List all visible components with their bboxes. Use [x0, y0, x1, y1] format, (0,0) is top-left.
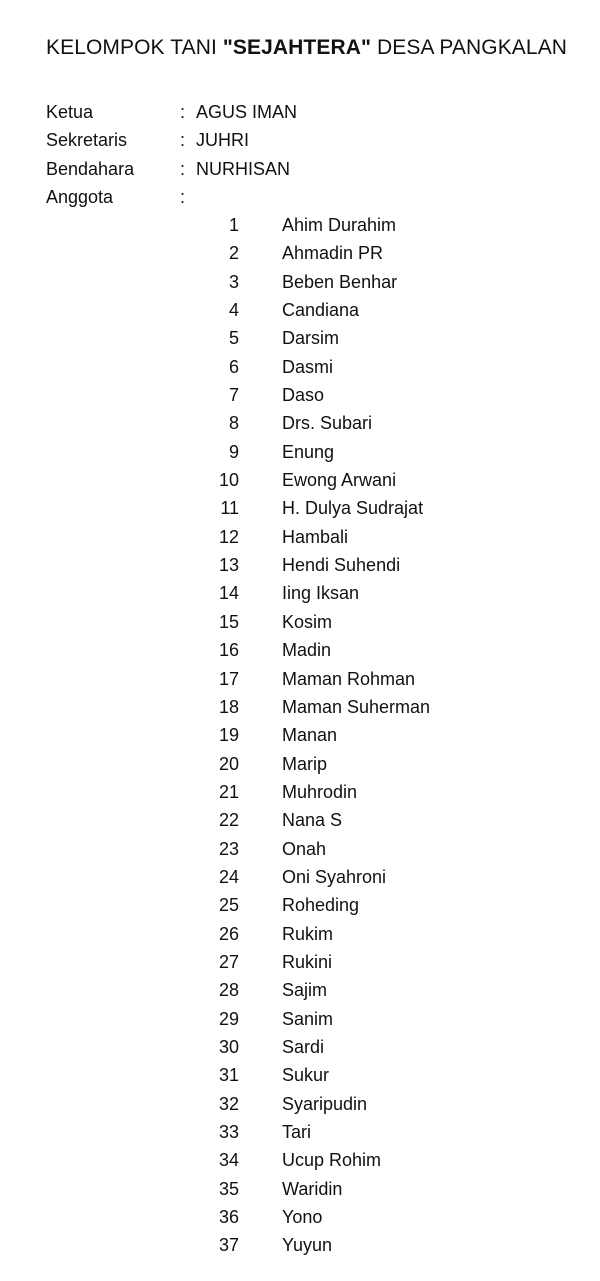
member-name: Rukini: [282, 951, 333, 972]
list-item: [0, 381, 600, 409]
list-item: [0, 296, 600, 324]
member-name: Onah: [282, 838, 327, 859]
list-item: [0, 636, 600, 664]
member-name: Beben Benhar: [282, 271, 398, 292]
member-name: Syaripudin: [282, 1093, 368, 1114]
member-name: Candiana: [282, 300, 360, 321]
list-item: [0, 665, 600, 693]
member-name: Enung: [282, 441, 335, 462]
list-item: [0, 409, 600, 437]
list-item: [0, 891, 600, 919]
member-number: 24: [218, 866, 239, 887]
member-number: 10: [218, 470, 239, 491]
list-item: [0, 466, 600, 494]
member-number: 29: [218, 1008, 239, 1029]
member-number: 27: [218, 951, 239, 972]
member-number: 26: [218, 923, 239, 944]
list-item: [0, 750, 600, 778]
page-title: [46, 36, 567, 60]
list-item: [0, 1175, 600, 1203]
member-name: Marip: [282, 753, 328, 774]
member-number: 4: [228, 300, 239, 321]
member-name: Ewong Arwani: [282, 470, 397, 491]
member-number: 12: [218, 526, 239, 547]
list-item: [0, 324, 600, 352]
member-number: 1: [228, 215, 239, 235]
member-number: 3: [228, 271, 239, 292]
title-prefix: KELOMPOK TANI: [46, 36, 223, 59]
list-item: [0, 1090, 600, 1118]
list-item: [0, 778, 600, 806]
member-name: Tari: [282, 1122, 312, 1142]
member-number: 19: [218, 725, 239, 746]
list-item: [0, 438, 600, 466]
member-number: 18: [218, 696, 239, 717]
list-item: [0, 1033, 600, 1061]
member-number: 21: [218, 781, 239, 802]
member-number: 37: [218, 1235, 239, 1256]
member-number: 23: [218, 838, 239, 859]
member-name: Hendi Suhendi: [282, 555, 401, 576]
member-number: 6: [228, 356, 239, 377]
member-name: Madin: [282, 640, 332, 661]
list-item: [0, 721, 600, 749]
officer-name: JUHRI: [196, 130, 249, 151]
officer-role: Sekretaris: [46, 130, 128, 151]
list-item: [0, 353, 600, 381]
member-number: 35: [218, 1178, 239, 1199]
member-number: 20: [218, 753, 239, 774]
officer-role: Bendahara: [46, 158, 135, 179]
member-number: 8: [228, 413, 239, 434]
member-number: 5: [228, 328, 239, 349]
list-item: [0, 239, 600, 267]
member-name: Sanim: [282, 1008, 334, 1029]
member-name: Darsim: [282, 328, 339, 349]
member-number: 16: [218, 640, 239, 661]
list-item: [0, 920, 600, 948]
member-number: 30: [218, 1036, 239, 1057]
member-number: 15: [218, 611, 239, 632]
member-number: 32: [218, 1093, 239, 1114]
list-item: [0, 948, 600, 976]
member-number: 25: [218, 895, 239, 916]
list-item: [0, 835, 600, 863]
member-name: Daso: [282, 385, 325, 406]
list-item: [0, 976, 600, 1004]
list-item: [0, 693, 600, 721]
member-number: 2: [228, 243, 239, 264]
officer-colon: :: [180, 130, 186, 151]
member-number: 9: [228, 441, 239, 462]
member-number: 28: [218, 980, 239, 1001]
member-name: Yono: [282, 1207, 323, 1228]
list-item: [0, 608, 600, 636]
list-item: [0, 494, 600, 522]
list-item: [0, 1061, 600, 1089]
officer-colon: :: [180, 102, 186, 122]
member-name: Waridin: [282, 1178, 343, 1199]
member-name: Iing Iksan: [282, 583, 360, 604]
list-item: [0, 579, 600, 607]
list-item: [0, 268, 600, 296]
member-name: Drs. Subari: [282, 413, 373, 434]
member-name: H. Dulya Sudrajat: [282, 498, 424, 519]
member-number: 36: [218, 1207, 239, 1228]
list-item: [0, 1005, 600, 1033]
member-name: Maman Rohman: [282, 668, 416, 689]
officer-colon: :: [180, 158, 186, 179]
member-name: Ucup Rohim: [282, 1150, 382, 1171]
list-item: [0, 523, 600, 551]
member-number: 33: [218, 1122, 239, 1142]
list-item: [0, 863, 600, 891]
member-name: Dasmi: [282, 356, 334, 377]
member-number: 22: [218, 810, 239, 831]
member-name: Ahim Durahim: [282, 215, 397, 235]
list-item: [0, 1118, 600, 1146]
member-number: 31: [218, 1065, 239, 1086]
member-name: Muhrodin: [282, 781, 358, 802]
member-name: Rukim: [282, 923, 334, 944]
list-item: [0, 551, 600, 579]
list-item: [0, 806, 600, 834]
members-list: [0, 211, 600, 1260]
member-number: 7: [228, 385, 239, 406]
title-suffix: DESA PANGKALAN: [371, 36, 568, 59]
member-name: Yuyun: [282, 1235, 333, 1256]
member-name: Sardi: [282, 1036, 325, 1057]
member-name: Ahmadin PR: [282, 243, 384, 264]
member-name: Sukur: [282, 1065, 330, 1086]
member-name: Roheding: [282, 895, 360, 916]
member-name: Nana S: [282, 810, 343, 831]
list-item: [0, 211, 600, 239]
member-name: Hambali: [282, 526, 349, 547]
member-number: 13: [218, 555, 239, 576]
list-item: [0, 1146, 600, 1174]
member-number: 11: [220, 498, 239, 519]
officer-role: Ketua: [46, 102, 94, 122]
member-name: Kosim: [282, 611, 333, 632]
list-item: [0, 1203, 600, 1231]
officer-colon: :: [180, 187, 186, 208]
member-name: Oni Syahroni: [282, 866, 387, 887]
member-number: 17: [218, 668, 239, 689]
member-number: 34: [218, 1150, 239, 1171]
member-name: Maman Suherman: [282, 696, 431, 717]
group-name: "SEJAHTERA": [222, 36, 372, 59]
member-number: 14: [218, 583, 239, 604]
list-item: [0, 1231, 600, 1259]
member-name: Manan: [282, 725, 338, 746]
officer-role: Anggota: [46, 187, 114, 208]
officer-name: NURHISAN: [196, 158, 291, 179]
officer-name: AGUS IMAN: [196, 102, 298, 122]
member-name: Sajim: [282, 980, 328, 1001]
